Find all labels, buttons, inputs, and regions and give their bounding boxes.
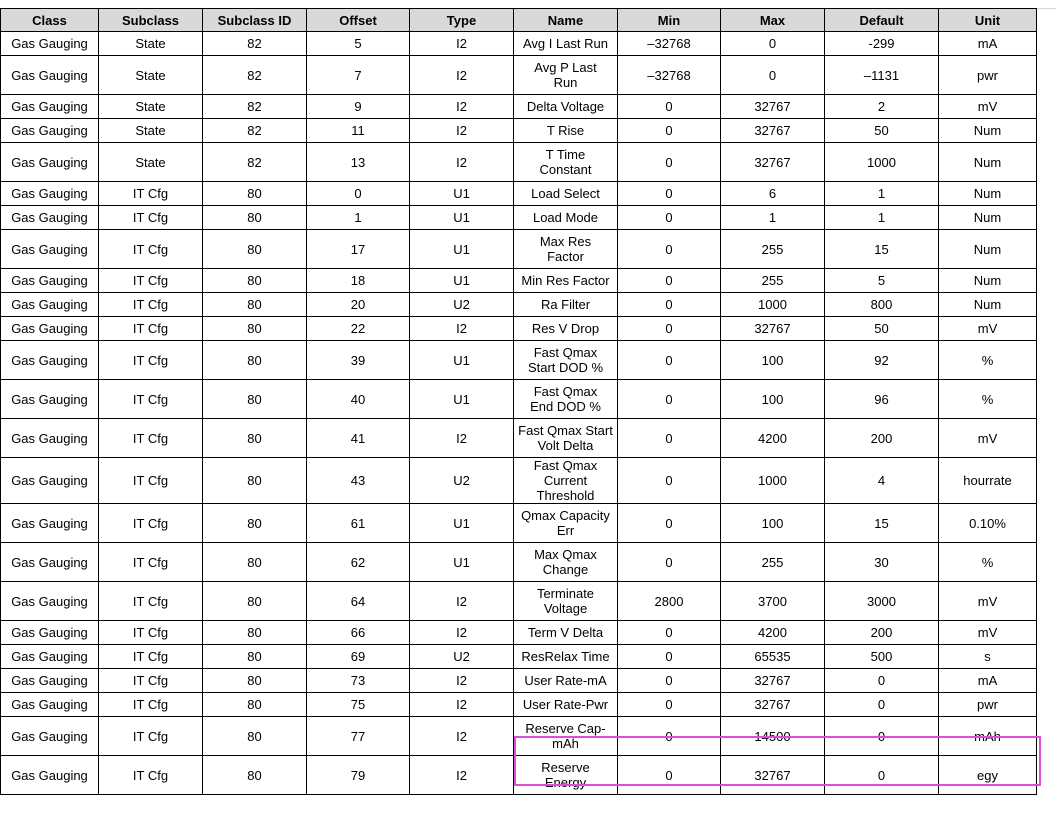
cell-subclass-id: 80 (203, 269, 307, 293)
cell-unit: Num (939, 143, 1037, 182)
cell-subclass-id: 82 (203, 95, 307, 119)
cell-offset: 5 (307, 32, 410, 56)
cell-subclass: State (99, 56, 203, 95)
data-flash-parameter-table (0, 8, 1037, 795)
cell-min: 0 (618, 419, 721, 458)
cell-subclass: IT Cfg (99, 693, 203, 717)
cell-class: Gas Gauging (1, 341, 99, 380)
cell-class: Gas Gauging (1, 95, 99, 119)
cell-min: 0 (618, 693, 721, 717)
cell-type: U1 (410, 206, 514, 230)
cell-offset: 79 (307, 756, 410, 795)
cell-unit: hourrate (939, 458, 1037, 504)
cell-subclass-id: 80 (203, 380, 307, 419)
cell-class: Gas Gauging (1, 56, 99, 95)
cell-name: Avg I Last Run (514, 32, 618, 56)
cell-name: Ra Filter (514, 293, 618, 317)
cell-unit: pwr (939, 693, 1037, 717)
cell-name (514, 341, 618, 380)
cell-subclass: IT Cfg (99, 317, 203, 341)
cell-unit: mV (939, 317, 1037, 341)
cell-default: –1131 (825, 56, 939, 95)
cell-subclass: IT Cfg (99, 458, 203, 504)
cell-name: Delta Voltage (514, 95, 618, 119)
cell-subclass: IT Cfg (99, 206, 203, 230)
cell-name (514, 543, 618, 582)
cell-name (514, 56, 618, 95)
cell-offset: 7 (307, 56, 410, 95)
cell-max: 32767 (721, 95, 825, 119)
cell-name (514, 756, 618, 795)
cell-type: U1 (410, 230, 514, 269)
column-header: Max (721, 9, 825, 32)
cell-name: Load Select (514, 182, 618, 206)
cell-min: 0 (618, 504, 721, 543)
cell-class: Gas Gauging (1, 582, 99, 621)
cell-min: 0 (618, 380, 721, 419)
cell-offset: 20 (307, 293, 410, 317)
name-text: Terminate Voltage (536, 586, 595, 616)
name-text: Fast Qmax Current Threshold (533, 458, 598, 503)
cell-default: 0 (825, 756, 939, 795)
cell-offset: 43 (307, 458, 410, 504)
cell-min: 0 (618, 143, 721, 182)
table-row (1, 693, 1037, 717)
cell-class: Gas Gauging (1, 32, 99, 56)
cell-subclass-id: 80 (203, 458, 307, 504)
table-row (1, 717, 1037, 756)
cell-offset: 61 (307, 504, 410, 543)
cell-class: Gas Gauging (1, 269, 99, 293)
table-row (1, 341, 1037, 380)
cell-min: 0 (618, 717, 721, 756)
cell-type: U2 (410, 293, 514, 317)
cell-subclass: IT Cfg (99, 230, 203, 269)
name-text: Reserve Cap-mAh (525, 721, 606, 751)
cell-min: 0 (618, 669, 721, 693)
cell-default: 0 (825, 669, 939, 693)
cell-subclass-id: 80 (203, 693, 307, 717)
cell-unit: mA (939, 669, 1037, 693)
name-text: Max Qmax Change (534, 547, 597, 577)
cell-min: 0 (618, 756, 721, 795)
cell-subclass-id: 80 (203, 504, 307, 543)
cell-subclass-id: 80 (203, 341, 307, 380)
cell-subclass: IT Cfg (99, 621, 203, 645)
cell-subclass: IT Cfg (99, 669, 203, 693)
cell-min: 0 (618, 458, 721, 504)
cell-default: 4 (825, 458, 939, 504)
cell-offset: 0 (307, 182, 410, 206)
cell-subclass: State (99, 119, 203, 143)
cell-offset: 39 (307, 341, 410, 380)
cell-max: 1000 (721, 458, 825, 504)
cell-default: 200 (825, 621, 939, 645)
table-row (1, 317, 1037, 341)
table-row (1, 419, 1037, 458)
cell-unit: mV (939, 419, 1037, 458)
cell-default: 800 (825, 293, 939, 317)
cell-subclass: IT Cfg (99, 582, 203, 621)
cell-unit: % (939, 380, 1037, 419)
cell-name (514, 458, 618, 504)
cell-unit: mA (939, 32, 1037, 56)
column-header: Type (410, 9, 514, 32)
cell-min: 0 (618, 645, 721, 669)
cell-subclass-id: 80 (203, 182, 307, 206)
cell-type: I2 (410, 756, 514, 795)
cell-name: Load Mode (514, 206, 618, 230)
cell-unit: % (939, 341, 1037, 380)
cell-default: 50 (825, 119, 939, 143)
table-row (1, 95, 1037, 119)
cell-class: Gas Gauging (1, 645, 99, 669)
cell-name: Res V Drop (514, 317, 618, 341)
cell-type: I2 (410, 717, 514, 756)
table-row (1, 206, 1037, 230)
table-row (1, 621, 1037, 645)
cell-unit: Num (939, 119, 1037, 143)
column-header: Unit (939, 9, 1037, 32)
cell-class: Gas Gauging (1, 458, 99, 504)
cell-max: 255 (721, 543, 825, 582)
cell-max: 255 (721, 269, 825, 293)
cell-class: Gas Gauging (1, 543, 99, 582)
cell-type: U1 (410, 504, 514, 543)
cell-type: U1 (410, 341, 514, 380)
cell-subclass-id: 80 (203, 621, 307, 645)
cell-subclass-id: 82 (203, 56, 307, 95)
cell-type: I2 (410, 669, 514, 693)
name-text: Fast Qmax End DOD % (530, 384, 601, 414)
cell-offset: 66 (307, 621, 410, 645)
cell-subclass-id: 80 (203, 582, 307, 621)
table-row (1, 669, 1037, 693)
cell-default: 1 (825, 182, 939, 206)
cell-offset: 9 (307, 95, 410, 119)
cell-name: Term V Delta (514, 621, 618, 645)
cell-offset: 69 (307, 645, 410, 669)
cell-type: I2 (410, 582, 514, 621)
cell-min: 0 (618, 206, 721, 230)
cell-default: 30 (825, 543, 939, 582)
cell-default: 15 (825, 230, 939, 269)
cell-offset: 73 (307, 669, 410, 693)
cell-type: I2 (410, 56, 514, 95)
cell-subclass-id: 80 (203, 645, 307, 669)
cell-subclass: State (99, 32, 203, 56)
cell-offset: 17 (307, 230, 410, 269)
cell-min: 0 (618, 317, 721, 341)
cell-min: –32768 (618, 56, 721, 95)
column-header: Default (825, 9, 939, 32)
cell-subclass: IT Cfg (99, 380, 203, 419)
cell-max: 100 (721, 341, 825, 380)
table-row (1, 32, 1037, 56)
table-row (1, 182, 1037, 206)
cell-class: Gas Gauging (1, 621, 99, 645)
table-row (1, 458, 1037, 504)
cell-name (514, 717, 618, 756)
table-row (1, 230, 1037, 269)
table-row (1, 756, 1037, 795)
cell-subclass-id: 80 (203, 543, 307, 582)
cell-subclass: IT Cfg (99, 182, 203, 206)
cell-min: –32768 (618, 32, 721, 56)
cell-offset: 41 (307, 419, 410, 458)
cell-type: I2 (410, 419, 514, 458)
cell-subclass: IT Cfg (99, 293, 203, 317)
cell-max: 32767 (721, 119, 825, 143)
cell-default: 92 (825, 341, 939, 380)
cell-type: I2 (410, 693, 514, 717)
cell-subclass-id: 80 (203, 317, 307, 341)
column-header: Class (1, 9, 99, 32)
cell-type: U1 (410, 182, 514, 206)
cell-max: 100 (721, 504, 825, 543)
cell-max: 32767 (721, 756, 825, 795)
cell-class: Gas Gauging (1, 230, 99, 269)
cell-name: User Rate-mA (514, 669, 618, 693)
cell-type: U1 (410, 380, 514, 419)
cell-type: U2 (410, 458, 514, 504)
cell-name: User Rate-Pwr (514, 693, 618, 717)
cell-unit: % (939, 543, 1037, 582)
cell-class: Gas Gauging (1, 504, 99, 543)
table-row (1, 269, 1037, 293)
cell-name (514, 230, 618, 269)
cell-type: I2 (410, 143, 514, 182)
cell-unit: s (939, 645, 1037, 669)
cell-subclass-id: 80 (203, 717, 307, 756)
cell-class: Gas Gauging (1, 419, 99, 458)
cell-max: 32767 (721, 317, 825, 341)
cell-min: 0 (618, 182, 721, 206)
table-row (1, 56, 1037, 95)
cell-unit: Num (939, 182, 1037, 206)
table-header-row (1, 9, 1037, 32)
name-text: T Time Constant (539, 147, 592, 177)
cell-offset: 22 (307, 317, 410, 341)
cell-subclass-id: 80 (203, 206, 307, 230)
cell-max: 0 (721, 32, 825, 56)
cell-subclass-id: 82 (203, 143, 307, 182)
cell-offset: 75 (307, 693, 410, 717)
cell-subclass-id: 80 (203, 669, 307, 693)
cell-min: 0 (618, 341, 721, 380)
cell-class: Gas Gauging (1, 143, 99, 182)
cell-subclass: State (99, 143, 203, 182)
cell-class: Gas Gauging (1, 119, 99, 143)
cell-unit: mV (939, 582, 1037, 621)
cell-min: 0 (618, 119, 721, 143)
table-row (1, 645, 1037, 669)
cell-default: 96 (825, 380, 939, 419)
cell-type: I2 (410, 32, 514, 56)
cell-type: I2 (410, 119, 514, 143)
cell-offset: 64 (307, 582, 410, 621)
cell-min: 0 (618, 293, 721, 317)
cell-offset: 1 (307, 206, 410, 230)
cell-default: 5 (825, 269, 939, 293)
cell-max: 14500 (721, 717, 825, 756)
cell-name: T Rise (514, 119, 618, 143)
cell-default: 1 (825, 206, 939, 230)
cell-name (514, 504, 618, 543)
cell-type: I2 (410, 317, 514, 341)
column-header: Offset (307, 9, 410, 32)
cell-name (514, 419, 618, 458)
cell-subclass-id: 80 (203, 756, 307, 795)
cell-type: I2 (410, 621, 514, 645)
cell-type: U1 (410, 269, 514, 293)
name-text: Fast Qmax Start Volt Delta (518, 423, 613, 453)
cell-name (514, 582, 618, 621)
table-row (1, 380, 1037, 419)
cell-type: I2 (410, 95, 514, 119)
table-row (1, 582, 1037, 621)
cell-class: Gas Gauging (1, 669, 99, 693)
cell-offset: 77 (307, 717, 410, 756)
cell-class: Gas Gauging (1, 717, 99, 756)
cell-default: 15 (825, 504, 939, 543)
cell-type: U1 (410, 543, 514, 582)
cell-subclass-id: 80 (203, 230, 307, 269)
cell-class: Gas Gauging (1, 317, 99, 341)
cell-class: Gas Gauging (1, 693, 99, 717)
name-text: Fast Qmax Start DOD % (527, 345, 604, 375)
name-text: Avg P Last Run (534, 60, 597, 90)
cell-min: 2800 (618, 582, 721, 621)
cell-offset: 62 (307, 543, 410, 582)
cell-default: 200 (825, 419, 939, 458)
table-row (1, 543, 1037, 582)
cell-max: 1000 (721, 293, 825, 317)
cell-unit: Num (939, 230, 1037, 269)
cell-default: 0 (825, 717, 939, 756)
cell-subclass-id: 82 (203, 32, 307, 56)
cell-unit: egy (939, 756, 1037, 795)
name-text: Qmax Capacity Err (521, 508, 610, 538)
cell-name: Min Res Factor (514, 269, 618, 293)
cell-unit: Num (939, 269, 1037, 293)
name-text: Max Res Factor (539, 234, 592, 264)
table-body (1, 32, 1037, 795)
cell-max: 6 (721, 182, 825, 206)
cell-max: 0 (721, 56, 825, 95)
column-header: Subclass (99, 9, 203, 32)
cell-max: 4200 (721, 621, 825, 645)
cell-unit: 0.10% (939, 504, 1037, 543)
cell-class: Gas Gauging (1, 182, 99, 206)
column-header: Subclass ID (203, 9, 307, 32)
cell-subclass: IT Cfg (99, 717, 203, 756)
cell-unit: Num (939, 206, 1037, 230)
cell-type: U2 (410, 645, 514, 669)
cell-name (514, 143, 618, 182)
cell-max: 32767 (721, 669, 825, 693)
cell-default: 2 (825, 95, 939, 119)
cell-subclass: IT Cfg (99, 756, 203, 795)
cell-default: 1000 (825, 143, 939, 182)
cell-default: 50 (825, 317, 939, 341)
cell-subclass: IT Cfg (99, 341, 203, 380)
cell-offset: 11 (307, 119, 410, 143)
cell-subclass: IT Cfg (99, 419, 203, 458)
document-sheet (0, 8, 1036, 795)
cell-unit: mV (939, 95, 1037, 119)
cell-subclass-id: 82 (203, 119, 307, 143)
cell-class: Gas Gauging (1, 756, 99, 795)
cell-max: 100 (721, 380, 825, 419)
cell-subclass-id: 80 (203, 419, 307, 458)
table-row (1, 504, 1037, 543)
cell-unit: Num (939, 293, 1037, 317)
cell-min: 0 (618, 95, 721, 119)
cell-default: 3000 (825, 582, 939, 621)
cell-max: 65535 (721, 645, 825, 669)
cell-offset: 18 (307, 269, 410, 293)
cell-subclass: IT Cfg (99, 504, 203, 543)
cell-subclass: State (99, 95, 203, 119)
cell-min: 0 (618, 230, 721, 269)
cell-subclass: IT Cfg (99, 543, 203, 582)
cell-default: 500 (825, 645, 939, 669)
column-header: Name (514, 9, 618, 32)
cell-class: Gas Gauging (1, 293, 99, 317)
table-row (1, 293, 1037, 317)
cell-unit: pwr (939, 56, 1037, 95)
table-row (1, 143, 1037, 182)
cell-class: Gas Gauging (1, 380, 99, 419)
cell-max: 1 (721, 206, 825, 230)
cell-name (514, 380, 618, 419)
name-text: Reserve Energy (541, 760, 590, 790)
cell-subclass: IT Cfg (99, 645, 203, 669)
table-row (1, 119, 1037, 143)
column-header: Min (618, 9, 721, 32)
cell-max: 3700 (721, 582, 825, 621)
cell-offset: 40 (307, 380, 410, 419)
cell-max: 4200 (721, 419, 825, 458)
cell-unit: mV (939, 621, 1037, 645)
cell-min: 0 (618, 269, 721, 293)
cell-unit: mAh (939, 717, 1037, 756)
cell-offset: 13 (307, 143, 410, 182)
cell-subclass: IT Cfg (99, 269, 203, 293)
cell-default: -299 (825, 32, 939, 56)
cell-class: Gas Gauging (1, 206, 99, 230)
cell-min: 0 (618, 543, 721, 582)
cell-max: 32767 (721, 143, 825, 182)
cell-name: ResRelax Time (514, 645, 618, 669)
cell-subclass-id: 80 (203, 293, 307, 317)
cell-max: 255 (721, 230, 825, 269)
cell-min: 0 (618, 621, 721, 645)
cell-max: 32767 (721, 693, 825, 717)
cell-default: 0 (825, 693, 939, 717)
